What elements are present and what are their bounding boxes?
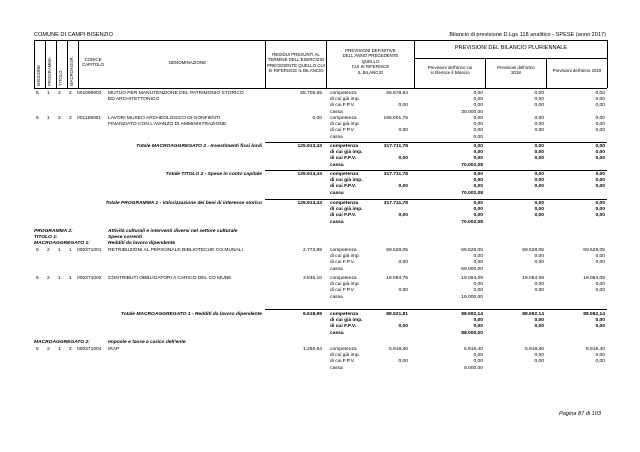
col-programma: PROGRAMMA <box>47 57 52 86</box>
anno-2018-value: 0,00 <box>534 324 544 330</box>
anno-2018-value: 0,00 <box>534 103 544 109</box>
total-label: Totale PROGRAMMA 1 - Valorizzazione dei beni di interesse storico <box>105 201 262 206</box>
anno-2019-value: 0,00 <box>595 97 605 103</box>
anno-2019-value: 0,00 <box>595 178 605 184</box>
cell-missione: 5 <box>36 248 39 253</box>
value-label: di cui già imp. <box>330 254 360 260</box>
anno-cui-value: 5.000,00 <box>463 365 483 371</box>
col-denominazione: DENOMINAZIONE <box>168 60 207 65</box>
anno-cui-value: 0,00 <box>473 213 483 219</box>
anno-2018-value: 88.592,14 <box>522 312 544 317</box>
prev-def-value: 196.001,75 <box>383 116 408 121</box>
value-label: competenza <box>330 116 357 121</box>
cell-codice: 000371002 <box>77 276 102 281</box>
anno-cui-value: 0,00 <box>473 103 483 109</box>
section-value: Attività culturali e interventi diversi nel settore culturale <box>108 229 238 234</box>
anno-cui-value: 69.528,05 <box>461 248 483 253</box>
anno-cui-value: 0,00 <box>473 324 483 330</box>
prev-def-value: 18.993,76 <box>386 276 408 281</box>
cell-titolo: 1 <box>58 276 61 281</box>
anno-cui-value: 0,00 <box>473 134 483 140</box>
cell-denominazione: CONTRIBUTI OBBLIGATORI A CARICO DEL CO MUNE <box>108 276 232 281</box>
entity-name: COMUNE DI CAMPI BISENZIO <box>34 32 113 38</box>
cell-missione: 5 <box>36 276 39 281</box>
anno-2018-value: 0,00 <box>534 359 544 365</box>
value-label: di cui già imp. <box>330 282 360 288</box>
col-anno-cui: Previsioni dell'anno cui si riferisce il bilancio <box>427 65 473 76</box>
value-label: competenza <box>330 347 357 352</box>
anno-cui-value: 0,00 <box>473 288 483 294</box>
total-separator <box>265 309 607 310</box>
cell-codice: 000371004 <box>77 347 102 352</box>
page-number: Pagina 87 di 103 <box>559 411 601 417</box>
anno-2019-value: 0,00 <box>595 260 605 266</box>
anno-cui-value: 0,00 <box>473 260 483 266</box>
anno-2019-value: 0,00 <box>595 116 605 121</box>
cell-programma: 2 <box>47 347 50 352</box>
anno-cui-value: 70.002,08 <box>461 162 483 168</box>
value-label: competenza <box>330 276 357 281</box>
anno-2018-value: 0,00 <box>534 353 544 359</box>
total-residui: 125.913,43 <box>297 172 322 177</box>
cell-programma: 2 <box>47 276 50 281</box>
col-macroaggr: MACROAGGR. <box>69 56 74 86</box>
prev-def-value: 0,00 <box>398 103 408 109</box>
cell-missione: 5 <box>36 347 39 352</box>
section-value: Imposte e tasse a carico dell'ente <box>108 340 186 345</box>
section-key: MACROAGGREGATO 1: <box>34 241 90 247</box>
anno-cui-value: 70.002,08 <box>461 190 483 196</box>
anno-cui-value: 5.918,40 <box>463 347 483 352</box>
anno-2019-value: 0,00 <box>595 213 605 219</box>
anno-cui-value: 0,00 <box>473 128 483 134</box>
cell-codice: 000371001 <box>77 248 102 253</box>
anno-2019-value: 0,00 <box>595 150 605 156</box>
anno-cui-value: 19.000,00 <box>461 294 483 300</box>
value-label: cassa <box>330 266 343 272</box>
cell-denominazione-2: ED ARCHITETTONICO <box>108 97 160 103</box>
prev-def-value: 317.711,78 <box>383 201 408 206</box>
cell-codice: 001099003 <box>77 91 102 96</box>
prev-def-value: 317.711,78 <box>383 144 408 149</box>
anno-2018-value: 0,00 <box>534 184 544 190</box>
anno-2018-value: 69.528,05 <box>522 248 544 253</box>
value-label: di cui F.P.V. <box>330 359 355 365</box>
anno-cui-value: 0,00 <box>473 150 483 156</box>
anno-cui-value: 70.002,08 <box>461 219 483 225</box>
anno-2018-value: 0,00 <box>534 91 544 96</box>
anno-2018-value: 0,00 <box>534 150 544 156</box>
cell-titolo: 1 <box>58 347 61 352</box>
anno-cui-value: 0,00 <box>473 91 483 96</box>
anno-2019-value: 0,00 <box>595 254 605 260</box>
cell-macroaggr: 1 <box>69 248 72 253</box>
cell-denominazione: MUTUO PER MANUTENZIONE DEL PATRIMONIO STORICO <box>108 91 244 96</box>
section-value: Spese correnti <box>108 235 142 241</box>
anno-2019-value: 0,00 <box>595 288 605 294</box>
prev-def-value: 0,00 <box>398 213 408 219</box>
anno-2018-value: 5.918,40 <box>524 347 544 352</box>
col-anno-2018: Previsioni dell'anno 2018 <box>497 65 535 76</box>
anno-2019-value: 0,00 <box>595 282 605 288</box>
anno-cui-value: 0,00 <box>473 359 483 365</box>
cell-denominazione: IRAP <box>108 347 120 352</box>
anno-cui-value: 0,00 <box>473 122 483 128</box>
anno-2018-value: 0,00 <box>534 172 544 177</box>
value-label: competenza <box>330 172 359 177</box>
cell-macroaggr: 2 <box>69 91 72 96</box>
cell-titolo: 1 <box>58 248 61 253</box>
anno-cui-value: 0,00 <box>473 178 483 184</box>
total-separator <box>265 199 607 200</box>
prev-def-value: 66.678,94 <box>386 91 408 96</box>
total-label: Totale MACROAGGREGATO 1 - Redditi da lavoro dipendente <box>120 312 262 317</box>
anno-2019-value: 0,00 <box>595 144 605 149</box>
value-label: di cui già imp. <box>330 150 363 156</box>
col-residui: RESIDUI PRESUNTI AL TERMINE DELL'ESERCIZIO PRECEDENTE QUELLO CUI SI RIFERISCE IL BILANCIO <box>267 52 325 74</box>
total-separator <box>265 170 607 171</box>
total-separator <box>265 142 607 143</box>
cell-programma: 1 <box>47 91 50 96</box>
anno-cui-value: 0,00 <box>473 144 483 149</box>
anno-cui-value: 30.000,00 <box>461 109 483 115</box>
section-value: Redditi da lavoro dipendente <box>108 241 176 247</box>
value-label: competenza <box>330 312 359 317</box>
prev-def-value: 0,00 <box>398 260 408 266</box>
value-label: di cui F.P.V. <box>330 184 357 190</box>
anno-2018-value: 0,00 <box>534 260 544 266</box>
col-pluriennale: PREVISIONI DEL BILANCIO PLURIENNALE <box>454 45 568 51</box>
value-label: di cui già imp. <box>330 178 363 184</box>
cell-residui: 55.706,55 <box>300 91 322 96</box>
total-residui: 125.913,43 <box>297 201 322 206</box>
value-label: di cui F.P.V. <box>330 156 357 162</box>
value-label: competenza <box>330 248 357 253</box>
anno-2018-value: 0,00 <box>534 97 544 103</box>
anno-cui-value: 0,00 <box>473 116 483 121</box>
prev-def-value: 88.521,81 <box>386 312 408 317</box>
anno-2019-value: 0,00 <box>595 184 605 190</box>
anno-2019-value: 69.528,05 <box>583 248 605 253</box>
value-label: di cui F.P.V. <box>330 324 357 330</box>
section-key: TITOLO 1: <box>34 235 58 241</box>
total-residui: 125.913,43 <box>297 144 322 149</box>
anno-2018-value: 0,00 <box>534 213 544 219</box>
cell-missione: 5 <box>36 116 39 121</box>
value-label: competenza <box>330 201 359 206</box>
prev-def-value: 0,00 <box>398 288 408 294</box>
col-titolo: TITOLO <box>58 70 63 86</box>
anno-2018-value: 0,00 <box>534 144 544 149</box>
anno-cui-value: 88.592,14 <box>461 312 483 317</box>
anno-2018-value: 0,00 <box>534 116 544 121</box>
cell-titolo: 2 <box>58 116 61 121</box>
prev-def-value: 0,00 <box>398 359 408 365</box>
value-label: di cui F.P.V. <box>330 103 355 109</box>
anno-2019-value: 0,00 <box>595 359 605 365</box>
value-label: di cui già imp. <box>330 207 363 213</box>
value-label: cassa <box>330 219 344 225</box>
section-key: MACROAGGREGATO 2: <box>34 340 90 345</box>
anno-cui-value: 88.000,00 <box>461 330 483 336</box>
anno-2018-value: 0,00 <box>534 122 544 128</box>
value-label: di cui F.P.V. <box>330 128 355 134</box>
anno-2019-value: 0,00 <box>595 207 605 213</box>
value-label: cassa <box>330 162 344 168</box>
value-label: cassa <box>330 109 343 115</box>
value-label: di cui F.P.V. <box>330 288 355 294</box>
value-label: di cui già imp. <box>330 318 363 324</box>
anno-cui-value: 0,00 <box>473 282 483 288</box>
value-label: cassa <box>330 365 343 371</box>
total-label: Totale MACROAGGREGATO 2 - Investimenti fissi lordi <box>136 144 262 149</box>
cell-macroaggr: 2 <box>69 347 72 352</box>
anno-2019-value: 19.064,09 <box>583 276 605 281</box>
value-label: cassa <box>330 134 343 140</box>
cell-programma: 2 <box>47 248 50 253</box>
prev-def-value: 5.918,40 <box>388 347 408 352</box>
cell-macroaggr: 2 <box>69 116 72 121</box>
anno-2018-value: 0,00 <box>534 201 544 206</box>
prev-def-value: 0,00 <box>398 156 408 162</box>
anno-2019-value: 0,00 <box>595 128 605 134</box>
anno-cui-value: 0,00 <box>473 156 483 162</box>
anno-2018-value: 0,00 <box>534 128 544 134</box>
anno-2019-value: 0,00 <box>595 318 605 324</box>
value-label: di cui F.P.V. <box>330 260 355 266</box>
cell-codice: 001159001 <box>77 116 102 121</box>
anno-2019-value: 5.918,40 <box>585 347 605 352</box>
col-anno-2019: Previsioni dell'anno 2019 <box>552 68 602 73</box>
total-label: Totale TITOLO 2 - Spese in conto capitale <box>165 172 262 177</box>
cell-residui: 0,00 <box>312 116 322 121</box>
value-label: cassa <box>330 190 344 196</box>
anno-2018-value: 0,00 <box>534 318 544 324</box>
anno-2019-value: 0,00 <box>595 172 605 177</box>
col-previsioni-def: PREVISIONI DEFINITIVE DELL'ANNO PRECEDENTE QUELLO CUI SI RIFERISCE IL BILANCIO <box>342 48 399 75</box>
anno-cui-value: 0,00 <box>473 254 483 260</box>
anno-cui-value: 0,00 <box>473 184 483 190</box>
anno-2018-value: 0,00 <box>534 207 544 213</box>
value-label: di cui già imp. <box>330 97 360 103</box>
anno-2019-value: 0,00 <box>595 103 605 109</box>
anno-2018-value: 19.064,09 <box>522 276 544 281</box>
prev-def-value: 0,00 <box>398 324 408 330</box>
prev-def-value: 317.711,78 <box>383 172 408 177</box>
anno-cui-value: 0,00 <box>473 318 483 324</box>
cell-denominazione: RETRIBUZIONI AL PERSONALE BIBLIOTECHE CO MUNALI <box>108 248 243 253</box>
cell-residui: 3.845,10 <box>302 276 322 281</box>
value-label: di cui già imp. <box>330 122 360 128</box>
anno-2018-value: 0,00 <box>534 178 544 184</box>
document-title: Bilancio di previsione D.Lgs 118 analitico - SPESE (anno 2017) <box>449 32 606 38</box>
anno-cui-value: 0,00 <box>473 201 483 206</box>
anno-cui-value: 0,00 <box>473 97 483 103</box>
section-key: PROGRAMMA 2: <box>34 229 73 234</box>
anno-2018-value: 0,00 <box>534 156 544 162</box>
cell-residui: 1.260,84 <box>302 347 322 352</box>
cell-macroaggr: 1 <box>69 276 72 281</box>
value-label: competenza <box>330 91 357 96</box>
anno-2019-value: 0,00 <box>595 201 605 206</box>
anno-2019-value: 0,00 <box>595 156 605 162</box>
anno-cui-value: 69.000,00 <box>461 266 483 272</box>
anno-cui-value: 0,00 <box>473 353 483 359</box>
cell-denominazione-2: FINANZIATO CON L'AVANZO DI AMMINISTRAZIONE <box>108 122 227 128</box>
col-missione: MISSIONE <box>36 64 41 86</box>
anno-2019-value: 88.592,14 <box>583 312 605 317</box>
value-label: cassa <box>330 294 343 300</box>
cell-programma: 1 <box>47 116 50 121</box>
anno-2018-value: 0,00 <box>534 254 544 260</box>
anno-2019-value: 0,00 <box>595 91 605 96</box>
value-label: cassa <box>330 330 344 336</box>
value-label: di cui F.P.V. <box>330 213 357 219</box>
value-label: di cui già imp. <box>330 353 360 359</box>
anno-2018-value: 0,00 <box>534 288 544 294</box>
anno-cui-value: 0,00 <box>473 207 483 213</box>
prev-def-value: 0,00 <box>398 184 408 190</box>
anno-2019-value: 0,00 <box>595 122 605 128</box>
anno-cui-value: 0,00 <box>473 172 483 177</box>
cell-missione: 5 <box>36 91 39 96</box>
anno-2018-value: 0,00 <box>534 282 544 288</box>
total-residui: 6.618,99 <box>302 312 322 317</box>
anno-2019-value: 0,00 <box>595 324 605 330</box>
cell-titolo: 2 <box>58 91 61 96</box>
cell-denominazione: LAVORI MUSEO ARCHEOLOGICO DI GONFIENTI <box>108 116 221 121</box>
cell-residui: 2.773,89 <box>302 248 322 253</box>
anno-cui-value: 19.064,09 <box>461 276 483 281</box>
value-label: competenza <box>330 144 359 149</box>
anno-2019-value: 0,00 <box>595 353 605 359</box>
prev-def-value: 69.528,05 <box>386 248 408 253</box>
prev-def-value: 0,00 <box>398 128 408 134</box>
col-codice: CODICE CAPITOLO <box>81 57 105 68</box>
